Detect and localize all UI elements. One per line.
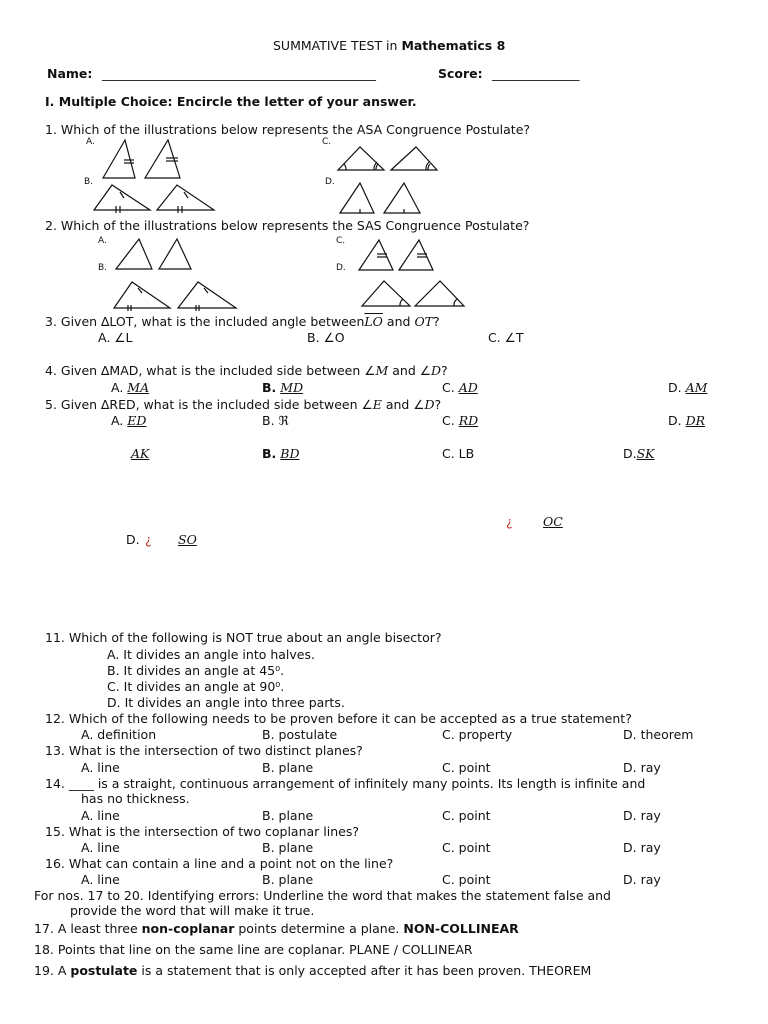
q17-bold-word: non-coplanar: [141, 921, 235, 936]
q2-label-a: A.: [98, 236, 107, 246]
q1-figure-d: [338, 181, 423, 215]
q5-option-b[interactable]: B. ℜ: [262, 413, 289, 428]
q15-option-d[interactable]: D. ray: [623, 840, 661, 855]
q4-option-d[interactable]: D. AM: [668, 380, 708, 395]
q4-option-b[interactable]: B. MD: [262, 380, 304, 395]
question-14-cont: has no thickness.: [81, 791, 190, 806]
q4-option-c[interactable]: C. AD: [442, 380, 478, 395]
q3-q: ?: [433, 314, 440, 329]
q14-option-d[interactable]: D. ray: [623, 808, 661, 823]
q13-option-b[interactable]: B. plane: [262, 760, 314, 775]
q11-option-d[interactable]: D. It divides an angle into three parts.: [107, 695, 345, 710]
question-14: 14. ____ is a straight, continuous arrangement of infinitely many points. Its length is infinite and: [45, 776, 646, 791]
q12-option-c[interactable]: C. property: [442, 727, 513, 742]
q5-q: ?: [434, 397, 442, 412]
score-label: Score:: [438, 66, 483, 81]
instructions-line-2: provide the word that will make it true.: [70, 903, 315, 918]
q14-option-c[interactable]: C. point: [442, 808, 491, 823]
q15-option-a[interactable]: A. line: [81, 840, 120, 855]
q5-option-d[interactable]: D. DR: [668, 413, 706, 428]
question-19: 19. A postulate is a statement that is only accepted after it has been proven. THEOREM: [34, 963, 592, 978]
score-line[interactable]: ______________: [492, 66, 580, 81]
q5-text: 5. Given ∆RED, what is the included side between ∠: [45, 397, 373, 412]
question-5: [45, 397, 441, 412]
row6-option-a[interactable]: AK: [131, 446, 150, 461]
q16-option-d[interactable]: D. ray: [623, 872, 661, 887]
q2-label-c: C.: [336, 236, 346, 246]
q3-seg2: OT: [414, 314, 434, 329]
q1-label-d: D.: [325, 177, 335, 187]
question-18: 18. Points that line on the same line are coplanar. PLANE / COLLINEAR: [34, 942, 473, 957]
segment-so: SO: [178, 532, 197, 547]
q16-option-a[interactable]: A. line: [81, 872, 120, 887]
q13-option-a[interactable]: A. line: [81, 760, 120, 775]
question-4: [45, 363, 448, 378]
question-12: 12. Which of the following needs to be proven before it can be accepted as a true statement?: [45, 711, 632, 726]
glyph-oc: ¿: [506, 514, 513, 529]
question-11: 11. Which of the following is NOT true about an angle bisector?: [45, 630, 442, 645]
question-13: 13. What is the intersection of two distinct planes?: [45, 743, 363, 758]
name-line[interactable]: ______________________________________________: [102, 66, 376, 81]
q15-option-b[interactable]: B. plane: [262, 840, 314, 855]
question-2: 2. Which of the illustrations below represents the SAS Congruence Postulate?: [45, 218, 530, 233]
question-17: 17. A least three non-coplanar points determine a plane. NON-COLLINEAR: [34, 921, 519, 936]
q5-ang2: D: [424, 397, 435, 412]
row6-option-b[interactable]: B. BD: [262, 446, 300, 461]
q5-and: and ∠: [385, 397, 425, 412]
q1-label-b: B.: [84, 177, 94, 187]
q11-option-a[interactable]: A. It divides an angle into halves.: [107, 647, 315, 662]
test-title: [273, 38, 505, 53]
row6-option-c[interactable]: C. LB: [442, 446, 475, 461]
q11-option-c[interactable]: C. It divides an angle at 90⁰.: [107, 679, 285, 694]
q19-bold-word: postulate: [70, 963, 138, 978]
question-1: 1. Which of the illustrations below represents the ASA Congruence Postulate?: [45, 122, 531, 137]
q1-label-a: A.: [86, 137, 95, 147]
q1-figure-c: [336, 144, 441, 172]
question-16: 16. What can contain a line and a point not on the line?: [45, 856, 394, 871]
q5-option-c[interactable]: C. RD: [442, 413, 479, 428]
q3-and: and: [386, 314, 411, 329]
q4-option-a[interactable]: A. MA: [111, 380, 150, 395]
q13-option-d[interactable]: D. ray: [623, 760, 661, 775]
section-heading: I. Multiple Choice: Encircle the letter of your answer.: [45, 94, 417, 109]
q3-seg1: $\overline{LO}$: [364, 314, 383, 329]
q2-figure-b: [112, 279, 240, 311]
q3-option-b[interactable]: B. ∠O: [307, 330, 345, 345]
q13-option-c[interactable]: C. point: [442, 760, 491, 775]
q5-ang1: E: [372, 397, 382, 412]
q5-option-a[interactable]: A. ED: [111, 413, 147, 428]
glyph-so: ¿: [145, 532, 152, 547]
q4-ang2: D: [430, 363, 441, 378]
q4-q: ?: [440, 363, 448, 378]
q11-option-b[interactable]: B. It divides an angle at 45⁰.: [107, 663, 285, 678]
q1-figure-a: [100, 138, 190, 180]
q1-label-c: C.: [322, 137, 332, 147]
name-label: Name:: [47, 66, 93, 81]
q1-figure-b: [92, 182, 217, 214]
question-15: 15. What is the intersection of two coplanar lines?: [45, 824, 359, 839]
segment-oc: OC: [543, 514, 563, 529]
q3-option-a[interactable]: A. ∠L: [98, 330, 133, 345]
q17-answer: NON-COLLINEAR: [403, 921, 519, 936]
q12-option-a[interactable]: A. definition: [81, 727, 157, 742]
row-so-letter: D.: [126, 532, 140, 547]
q2-figure-c: [357, 238, 437, 272]
q4-ang1: M: [375, 363, 389, 378]
instructions-line-1: For nos. 17 to 20. Identifying errors: Underline the word that makes the statement false and: [34, 888, 611, 903]
q16-option-b[interactable]: B. plane: [262, 872, 314, 887]
title-prefix: SUMMATIVE TEST in: [273, 38, 402, 53]
q2-label-b: B.: [98, 263, 108, 273]
q15-option-c[interactable]: C. point: [442, 840, 491, 855]
q3-text: 3. Given ∆LOT, what is the included angle between: [45, 314, 365, 329]
q2-label-d: D.: [336, 263, 346, 273]
q14-option-b[interactable]: B. plane: [262, 808, 314, 823]
question-3: [45, 314, 440, 329]
q16-option-c[interactable]: C. point: [442, 872, 491, 887]
q2-figure-a: [114, 236, 194, 272]
q4-and: and ∠: [392, 363, 431, 378]
title-subject: Mathematics 8: [401, 38, 506, 53]
q12-option-b[interactable]: B. postulate: [262, 727, 338, 742]
q3-option-c[interactable]: C. ∠T: [488, 330, 524, 345]
q2-figure-d: [360, 278, 468, 308]
q12-option-d[interactable]: D. theorem: [623, 727, 694, 742]
q14-option-a[interactable]: A. line: [81, 808, 120, 823]
q4-text: 4. Given ∆MAD, what is the included side between ∠: [45, 363, 376, 378]
row6-option-d[interactable]: D.SK: [623, 446, 655, 461]
